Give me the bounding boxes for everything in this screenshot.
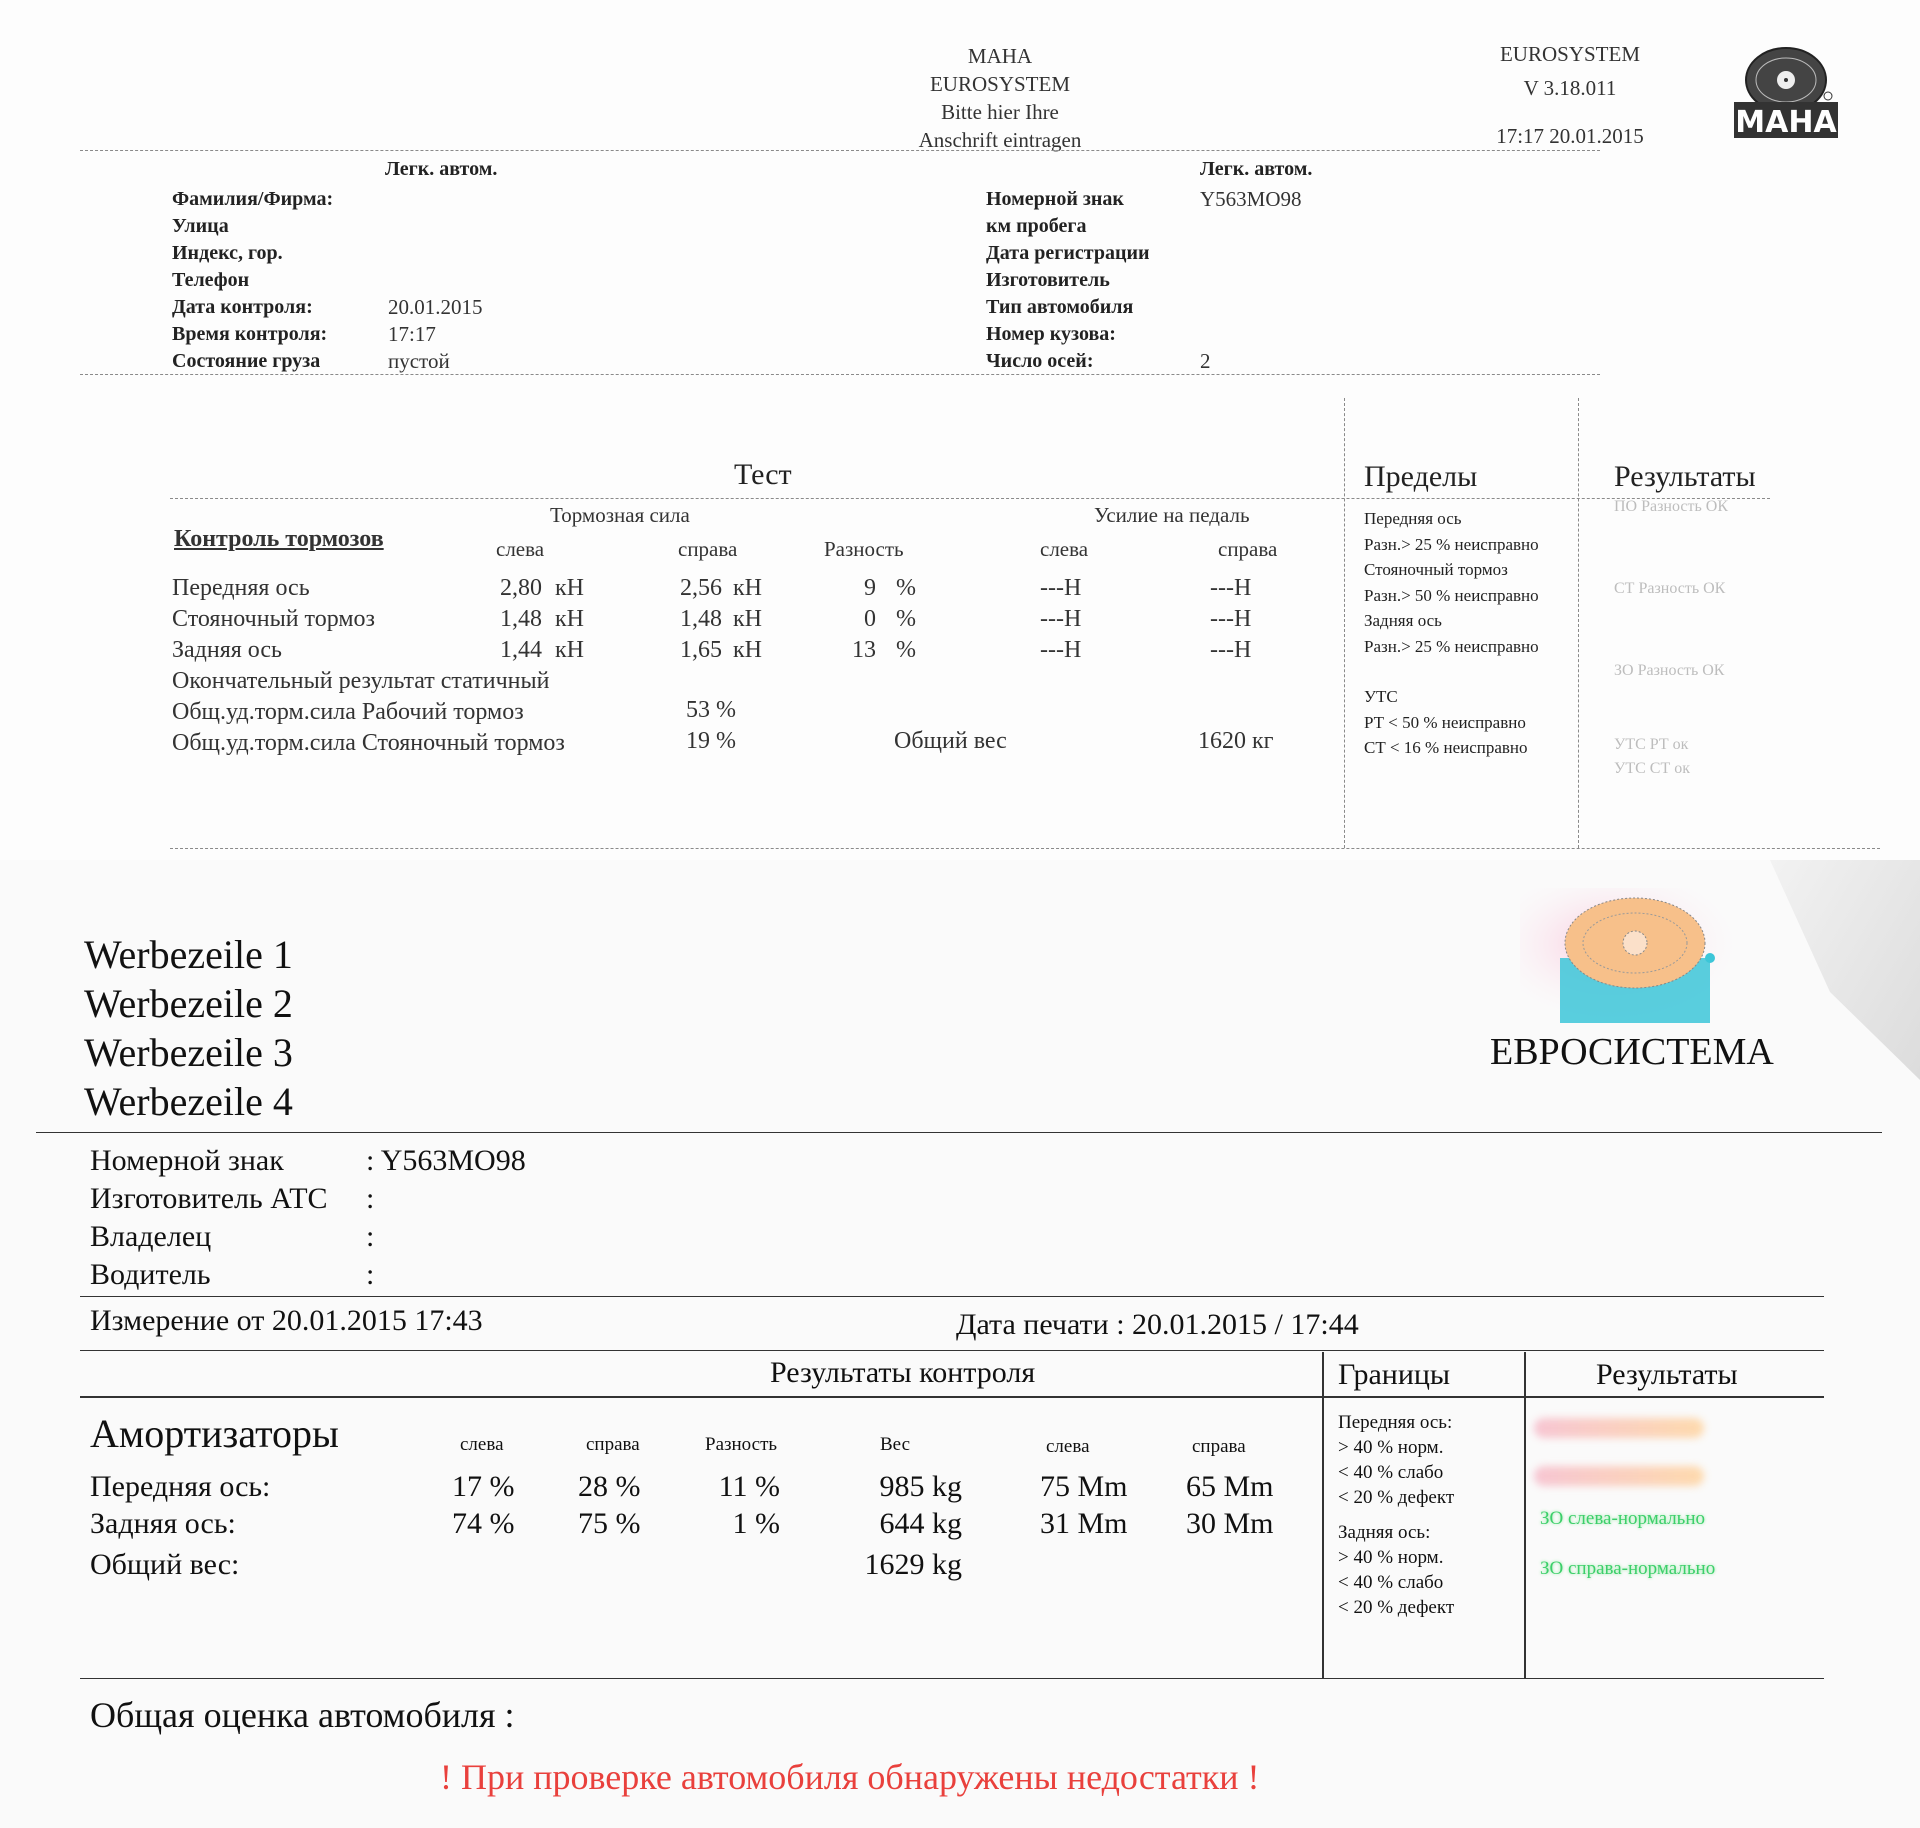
limit-line: СТ < 16 % неисправно [1364, 738, 1528, 757]
plate-number: : Y563MO98 [366, 1144, 526, 1177]
shock-left: 17 % [452, 1470, 515, 1503]
field-label: Изготовитель [986, 269, 1110, 291]
brake-right: 2,56 [680, 575, 722, 601]
field-label: Число осей: [986, 350, 1094, 372]
ad-lines [84, 930, 293, 1126]
limit-line: > 40 % норм. [1338, 1547, 1444, 1568]
header-line: Anschrift eintragen [918, 128, 1082, 152]
field-label: Телефон [172, 269, 250, 291]
sub-diff: Разность [824, 537, 904, 561]
limit-line: Разн.> 50 % неисправно [1364, 585, 1539, 605]
brake-check-title: Контроль тормозов [174, 526, 384, 552]
customer-labels [172, 186, 333, 375]
total-parking-value: 19 % [686, 728, 736, 754]
divider [170, 498, 1770, 499]
limit-line: > 40 % норм. [1338, 1437, 1444, 1458]
field-label: Дата регистрации [986, 242, 1150, 264]
load-state: пустой [388, 349, 450, 373]
shock-diff-col [640, 1468, 780, 1542]
brake-force-group: Тормозная сила [550, 503, 690, 527]
vehicle-labels [986, 186, 1150, 375]
row-name: Передняя ось [172, 575, 310, 601]
unit: кН [555, 606, 584, 632]
hdr-right: справа [586, 1434, 640, 1455]
system-version: V 3.18.011 [1523, 76, 1617, 100]
left-units [555, 573, 584, 666]
limit-line: Разн.> 25 % неисправно [1364, 636, 1539, 656]
shock-left: 74 % [452, 1507, 515, 1540]
col-results: Результаты [1596, 1358, 1738, 1391]
measurement-datetime: Измерение от 20.01.2015 17:43 [90, 1304, 483, 1337]
divider [80, 1396, 1824, 1398]
info-value: : [366, 1182, 375, 1215]
ad-line: Werbezeile 2 [84, 981, 293, 1026]
shock-info-labels [90, 1142, 328, 1294]
info-value: : [366, 1258, 375, 1291]
field-value [388, 240, 483, 267]
pedal-left: ---Н [1040, 606, 1082, 632]
brake-diff: 13 [852, 637, 876, 663]
result-service-total: УТС РТ ок [1614, 736, 1689, 753]
limits-front-title: Передняя ось: [1338, 1412, 1453, 1433]
field-value [388, 186, 483, 213]
result-parking-total: УТС СТ ок [1614, 760, 1690, 777]
overall-warning-message: ! При проверке автомобиля обнаружены недостатки ! [440, 1757, 1260, 1797]
col-limits-header: Пределы [1364, 460, 1478, 493]
result-rear-right: ЗО справа-нормально [1540, 1558, 1716, 1579]
sub-pedal-left: слева [1040, 537, 1089, 561]
field-value [388, 267, 483, 294]
divider [80, 1296, 1824, 1297]
row-name: Передняя ось: [90, 1470, 271, 1503]
right-units [733, 573, 762, 666]
info-label: Номерной знак [90, 1144, 284, 1177]
field-label: Номерной знак [986, 188, 1124, 210]
col-test-header: Тест [734, 458, 792, 491]
row-name: Задняя ось [172, 637, 283, 663]
info-label: Изготовитель АТС [90, 1182, 328, 1215]
field-label: Фамилия/Фирма: [172, 188, 334, 210]
hdr-left: слева [460, 1434, 504, 1455]
svg-text:MAHA: MAHA [1735, 105, 1837, 140]
shock-info-values [366, 1142, 526, 1294]
folded-corner [1770, 860, 1920, 1080]
field-value [1200, 213, 1302, 240]
pedal-left: ---Н [1040, 637, 1082, 663]
column-divider [1322, 1352, 1324, 1678]
limit-line: Задняя ось [1364, 611, 1442, 630]
hdr-weight: Вес [880, 1434, 911, 1455]
total-weight-value: 1620 кг [1198, 728, 1274, 754]
system-title: EUROSYSTEM [1499, 42, 1641, 66]
header-line: MAHA [967, 44, 1033, 68]
pedal-left-values [1040, 573, 1081, 666]
ad-line: Werbezeile 1 [84, 932, 293, 977]
brake-test-receipt [0, 0, 1920, 860]
diff-units [896, 573, 916, 666]
field-value [1200, 294, 1302, 321]
limit-line: РТ < 50 % неисправно [1364, 712, 1526, 732]
field-value [1200, 321, 1302, 348]
limit-line: УТС [1364, 687, 1398, 706]
limit-line: Передняя ось [1364, 509, 1462, 528]
column-divider [1578, 398, 1579, 848]
brake-right: 1,65 [680, 637, 722, 663]
ad-line: Werbezeile 3 [84, 1030, 293, 1075]
header-system-block [1450, 42, 1690, 149]
column-divider [1344, 398, 1345, 848]
unit: кН [733, 606, 762, 632]
field-value [1200, 267, 1302, 294]
info-label: Водитель [90, 1258, 211, 1291]
overall-assessment-label: Общая оценка автомобиля : [90, 1695, 515, 1735]
col-results-control: Результаты контроля [770, 1356, 1036, 1389]
system-datetime: 17:17 20.01.2015 [1496, 124, 1644, 148]
hdr-diff: Разность [705, 1434, 778, 1455]
vehicle-class-right: Легк. автом. [1200, 158, 1313, 180]
brake-diff: 9 [864, 575, 876, 601]
pedal-force-group: Усилие на педаль [1094, 503, 1250, 527]
inspection-date: 20.01.2015 [388, 295, 483, 319]
maha-color-logo-icon [1520, 888, 1750, 1028]
field-label: Дата контроля: [172, 296, 313, 318]
divider [80, 374, 1600, 375]
info-label: Владелец [90, 1220, 212, 1253]
pedal-right: ---Н [1210, 575, 1252, 601]
final-static: Окончательный результат статичный [172, 668, 550, 694]
amp-right-col [1186, 1468, 1274, 1542]
diff-values [836, 573, 876, 666]
unit: кН [733, 637, 762, 663]
field-label: км пробега [986, 215, 1087, 237]
unit: кН [733, 575, 762, 601]
inspection-time: 17:17 [388, 322, 436, 346]
brake-left: 2,80 [500, 575, 542, 601]
sub-pedal-right: справа [1218, 537, 1278, 561]
row-name: Задняя ось: [90, 1507, 236, 1540]
sub-right: справа [678, 537, 738, 561]
vehicle-values [1200, 186, 1302, 375]
brake-diff: 0 [864, 606, 876, 632]
divider [80, 1350, 1824, 1351]
shock-diff: 1 % [732, 1507, 780, 1540]
divider [80, 1678, 1824, 1679]
limit-line [1364, 659, 1539, 684]
brake-left: 1,48 [500, 606, 542, 632]
pedal-left: ---Н [1040, 575, 1082, 601]
amplitude-left: 75 Mm [1040, 1470, 1128, 1503]
eurosystem-logo [1520, 888, 1750, 1028]
result-rear: ЗО Разность ОК [1614, 662, 1725, 679]
brake-limits [1364, 506, 1539, 761]
unit: кН [555, 575, 584, 601]
pedal-right: ---Н [1210, 637, 1252, 663]
shock-diff: 11 % [718, 1470, 780, 1503]
unit: кН [555, 637, 584, 663]
divider [80, 150, 1600, 151]
pedal-right-values [1210, 573, 1251, 666]
field-label: Номер кузова: [986, 323, 1116, 345]
header-address-block [880, 42, 1120, 154]
shock-right: 28 % [578, 1470, 641, 1503]
divider [170, 848, 1880, 849]
unit: % [896, 606, 916, 632]
amp-left-col [1040, 1468, 1128, 1542]
total-weight-value: 1629 kg [864, 1548, 962, 1581]
right-values [662, 573, 722, 666]
shock-limits [1338, 1410, 1454, 1620]
field-value [388, 213, 483, 240]
axle-weight: 985 kg [879, 1470, 962, 1503]
sub-left: слева [496, 537, 545, 561]
amplitude-right: 65 Mm [1186, 1470, 1274, 1503]
info-value: : [366, 1220, 375, 1253]
pedal-right: ---Н [1210, 606, 1252, 632]
shock-right-col [578, 1468, 641, 1542]
divider [36, 1132, 1882, 1133]
shock-section-title: Амортизаторы [90, 1411, 339, 1456]
limit-line: < 40 % слабо [1338, 1572, 1444, 1593]
field-label: Тип автомобиля [986, 296, 1134, 318]
field-label: Состояние груза [172, 350, 321, 372]
field-label: Улица [172, 215, 229, 237]
total-service-value: 53 % [686, 697, 736, 723]
total-weight-label: Общий вес: [90, 1548, 240, 1581]
field-label: Индекс, гор. [172, 242, 283, 264]
header-line: Bitte hier Ihre [941, 100, 1059, 124]
col-limits: Границы [1338, 1358, 1451, 1391]
result-front: ПО Разность ОК [1614, 498, 1729, 515]
amplitude-right: 30 Mm [1186, 1507, 1274, 1540]
smeared-result-front-left [1534, 1418, 1704, 1438]
limit-line: < 20 % дефект [1338, 1487, 1455, 1508]
maha-logo [1728, 44, 1848, 140]
customer-values [388, 186, 483, 375]
result-rear-left: ЗО слева-нормально [1540, 1508, 1706, 1529]
axle-count: 2 [1200, 349, 1211, 373]
header-line: EUROSYSTEM [929, 72, 1071, 96]
row-name: Стояночный тормоз [172, 606, 376, 632]
limit-line: Стояночный тормоз [1364, 560, 1508, 579]
shock-weight-col [800, 1468, 962, 1583]
hdr-amp-left: слева [1046, 1436, 1090, 1457]
limit-line: Разн.> 25 % неисправно [1364, 534, 1539, 554]
total-service-label: Общ.уд.торм.сила Рабочий тормоз [172, 699, 524, 725]
smeared-result-front-right [1534, 1466, 1704, 1486]
shock-left-col [452, 1468, 515, 1542]
total-parking-label: Общ.уд.торм.сила Стояночный тормоз [172, 730, 565, 756]
print-datetime: Дата печати : 20.01.2015 / 17:44 [956, 1308, 1359, 1341]
brake-right: 1,48 [680, 606, 722, 632]
col-results-header: Результаты [1614, 460, 1756, 493]
unit: % [896, 637, 916, 663]
limit-line: < 20 % дефект [1338, 1597, 1455, 1618]
field-label: Время контроля: [172, 323, 328, 345]
plate-number: Y563MO98 [1200, 187, 1302, 211]
unit: % [896, 575, 916, 601]
shock-absorber-receipt [0, 860, 1920, 1828]
limit-line: < 40 % слабо [1338, 1462, 1444, 1483]
amplitude-left: 31 Mm [1040, 1507, 1128, 1540]
total-weight-label: Общий вес [894, 728, 1007, 754]
ad-line: Werbezeile 4 [84, 1079, 293, 1124]
field-value [1200, 240, 1302, 267]
column-divider [1524, 1352, 1526, 1678]
limits-rear-title: Задняя ось: [1338, 1522, 1431, 1543]
axle-weight: 644 kg [879, 1507, 962, 1540]
maha-logo-icon [1728, 44, 1848, 140]
shock-row-names [90, 1468, 270, 1583]
eurosystem-wordmark: ЕВРОСИСТЕМА [1490, 1031, 1774, 1073]
brake-left: 1,44 [500, 637, 542, 663]
hdr-amp-right: справа [1192, 1436, 1246, 1457]
result-parking: СТ Разность ОК [1614, 580, 1726, 597]
vehicle-class-left: Легк. автом. [385, 158, 498, 180]
left-values [482, 573, 542, 666]
shock-right: 75 % [578, 1507, 641, 1540]
